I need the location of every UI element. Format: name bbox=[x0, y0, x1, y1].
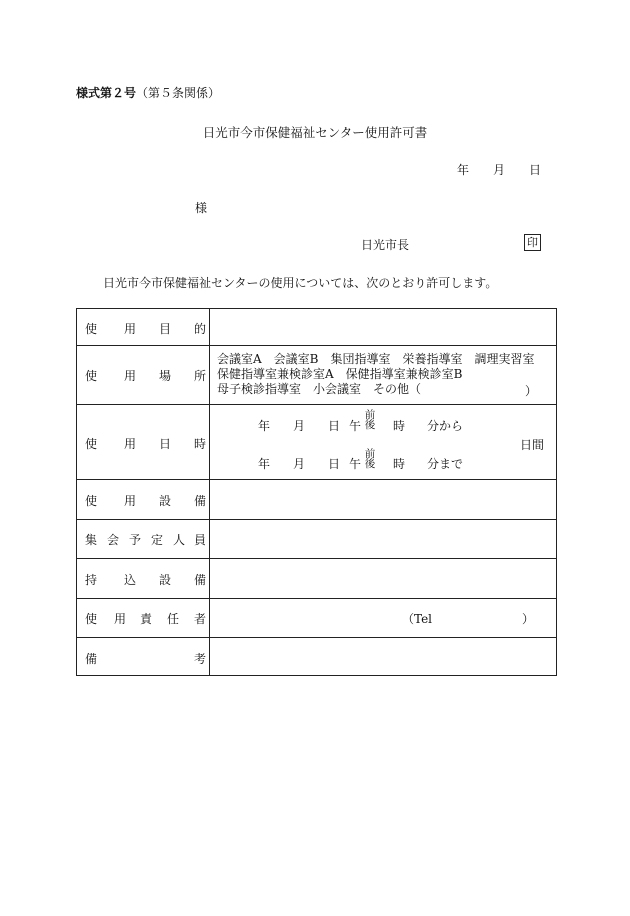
am-char: 前 bbox=[364, 409, 376, 421]
total-days: 日間 bbox=[520, 438, 545, 452]
row-divider bbox=[77, 598, 556, 599]
label-char: 人 bbox=[173, 533, 186, 547]
end-day: 日 bbox=[328, 457, 341, 471]
label-char: 込 bbox=[124, 573, 137, 587]
label-char: 責 bbox=[140, 612, 153, 626]
row-divider bbox=[77, 345, 556, 346]
date-year: 年 bbox=[457, 163, 470, 177]
label-char: 会 bbox=[107, 533, 120, 547]
location-close-paren: ） bbox=[525, 384, 538, 398]
date-day: 日 bbox=[529, 163, 542, 177]
label-char: 使 bbox=[85, 369, 98, 383]
end-until: 分まで bbox=[427, 457, 464, 471]
row-divider bbox=[77, 479, 556, 480]
start-ampm bbox=[364, 410, 376, 430]
label-char: 時 bbox=[194, 437, 207, 451]
start-ampm-prefix: 午 bbox=[349, 419, 362, 433]
label-char: 用 bbox=[124, 437, 137, 451]
form-number-line bbox=[76, 84, 220, 101]
label-char: 者 bbox=[194, 612, 207, 626]
label-char: 用 bbox=[114, 612, 127, 626]
end-hour: 時 bbox=[393, 457, 406, 471]
end-year: 年 bbox=[258, 457, 271, 471]
form-relation: （第５条関係） bbox=[136, 86, 221, 100]
column-divider bbox=[209, 309, 210, 675]
label-char: 用 bbox=[124, 322, 137, 336]
label-char: 設 bbox=[159, 573, 172, 587]
label-char: 所 bbox=[194, 369, 207, 383]
label-char: 持 bbox=[85, 573, 98, 587]
end-month: 月 bbox=[293, 457, 306, 471]
date-month: 月 bbox=[493, 163, 506, 177]
label-char: 的 bbox=[194, 322, 207, 336]
addressee-suffix: 様 bbox=[195, 201, 208, 215]
tel-close: ） bbox=[522, 612, 535, 626]
seal-mark: 印 bbox=[524, 234, 541, 251]
am-char: 前 bbox=[364, 448, 376, 460]
pm-char: 後 bbox=[364, 419, 376, 431]
label-char: 使 bbox=[85, 322, 98, 336]
label-char: 用 bbox=[124, 369, 137, 383]
permit-table bbox=[76, 308, 557, 676]
start-hour: 時 bbox=[393, 419, 406, 433]
label-char: 使 bbox=[85, 494, 98, 508]
location-line: 会議室A 会議室B 集団指導室 栄養指導室 調理実習室 bbox=[217, 352, 535, 366]
location-line: 保健指導室兼検診室A 保健指導室兼検診室B bbox=[217, 367, 463, 381]
start-day: 日 bbox=[328, 419, 341, 433]
row-divider bbox=[77, 519, 556, 520]
label-char: 考 bbox=[194, 652, 207, 666]
form-number: 様式第２号 bbox=[76, 86, 137, 100]
tel-open: （Tel bbox=[402, 612, 433, 626]
start-from: 分から bbox=[427, 419, 464, 433]
document-title: 日光市今市保健福祉センター使用許可書 bbox=[202, 125, 428, 140]
row-divider bbox=[77, 637, 556, 638]
pm-char: 後 bbox=[364, 458, 376, 470]
row-divider bbox=[77, 558, 556, 559]
end-ampm-prefix: 午 bbox=[349, 457, 362, 471]
label-char: 備 bbox=[194, 494, 207, 508]
label-char: 備 bbox=[85, 652, 98, 666]
label-char: 集 bbox=[85, 533, 98, 547]
issuer-name: 日光市長 bbox=[361, 238, 410, 252]
label-char: 設 bbox=[159, 494, 172, 508]
label-char: 目 bbox=[159, 322, 172, 336]
label-char: 用 bbox=[124, 494, 137, 508]
label-char: 備 bbox=[194, 573, 207, 587]
label-char: 員 bbox=[194, 533, 207, 547]
label-char: 場 bbox=[159, 369, 172, 383]
location-line: 母子検診指導室 小会議室 その他（ bbox=[217, 382, 422, 396]
end-ampm bbox=[364, 449, 376, 469]
label-char: 使 bbox=[85, 437, 98, 451]
label-char: 使 bbox=[85, 612, 98, 626]
label-char: 日 bbox=[159, 437, 172, 451]
row-divider bbox=[77, 404, 556, 405]
location-options bbox=[217, 352, 538, 398]
intro-text: 日光市今市保健福祉センターの使用については、次のとおり許可します。 bbox=[103, 276, 498, 290]
start-month: 月 bbox=[293, 419, 306, 433]
label-char: 任 bbox=[167, 612, 180, 626]
start-year: 年 bbox=[258, 419, 271, 433]
label-char: 予 bbox=[129, 533, 142, 547]
label-char: 定 bbox=[151, 533, 164, 547]
